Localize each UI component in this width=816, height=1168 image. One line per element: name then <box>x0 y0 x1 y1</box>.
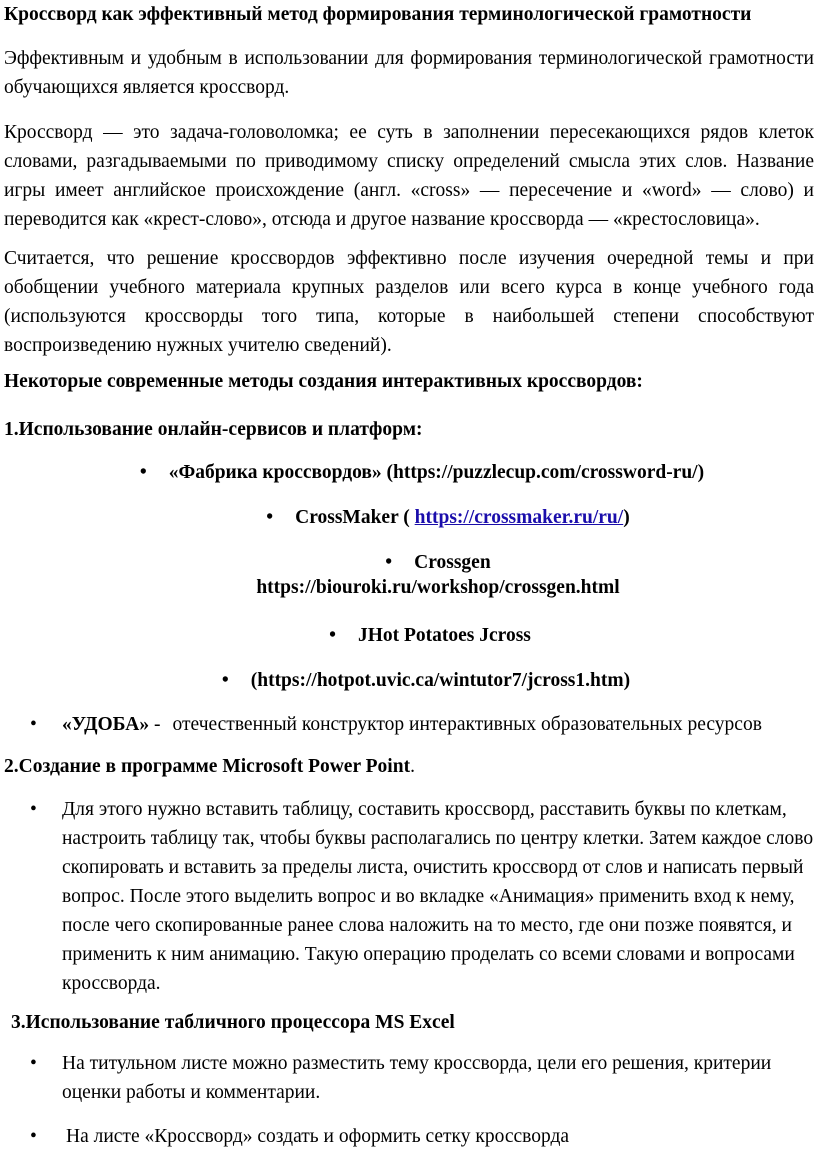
section3-heading: 3.Использование табличного процессора MS Excel <box>11 1012 455 1033</box>
list-item-hotpot-url <box>18 666 816 695</box>
bullet-icon: • <box>385 552 393 573</box>
udoba-description: отечественный конструктор интерактивных образовательных ресурсов <box>172 714 762 735</box>
intro-paragraph: Эффективным и удобным в использовании для формирования терминологической грамотности обучающихся является кроссворд. <box>4 48 814 98</box>
crossmaker-link[interactable]: https://crossmaker.ru/ru/ <box>414 507 624 528</box>
bullet-icon: • <box>329 625 336 646</box>
udoba-name: «УДОБА» <box>62 714 150 735</box>
list-item-text: Для этого нужно вставить таблицу, составить кроссворд, расставить буквы по клеткам, настроить таблицу так, чтобы буквы располагались по центру клетки. Затем каждое слово скопировать и вставить за пределы листа, очистить кроссворд от слов и написать первый вопрос. После этого выделить вопрос и во вкладке «Анимация» применить вход к нему, после чего скопированные ранее слова наложить на то место, где они позже появятся, и применить к ним анимацию. Такую операцию проделать со всеми словами и вопросами кроссворда. <box>62 799 814 994</box>
section2-heading <box>4 752 415 781</box>
section1-heading: 1.Использование онлайн-сервисов и платформ: <box>4 419 423 440</box>
list-item-crossmaker <box>40 503 816 532</box>
list-item-text: На титульном листе можно разместить тему кроссворда, цели его решения, критерии оценки работы и комментарии. <box>62 1053 772 1103</box>
list-item-text <box>62 710 762 739</box>
list-item-fabrika <box>14 458 816 487</box>
list-item-text: CrossMaker ( <box>295 507 415 528</box>
bullet-icon: • <box>221 670 229 691</box>
methods-heading: Некоторые современные методы создания интерактивных кроссвордов: <box>4 371 643 392</box>
effectiveness-paragraph: Считается, что решение кроссвордов эффективно после изучения очередной темы и при обобщении учебного материала крупных разделов или всего курса в конце учебного года (используются кроссворды того типа, которые в наибольшей степени способствуют воспроизведению нужных учителю сведений). <box>4 248 814 356</box>
list-item-tail: ) <box>623 507 630 528</box>
crossword-definition-paragraph: Кроссворд — это задача-головоломка; ее суть в заполнении пересекающихся рядов клеток словами, разгадываемыми по приводимому списку определений смысла этих слов. Название игры имеет английское происхождение (англ. «cross» — пересечение и «word» — слово) и переводится как «крест-слово», отсюда и другое название кроссворда — «крестословица». <box>4 122 814 230</box>
list-item-text: Crossgen <box>414 552 491 573</box>
bullet-icon: • <box>30 1053 37 1074</box>
list-item-text: JHot Potatoes Jcross <box>357 625 531 646</box>
section2-heading-period: . <box>410 756 415 777</box>
list-item-text: На листе «Кроссворд» создать и оформить сетку кроссворда <box>66 1126 570 1147</box>
bullet-icon: • <box>139 462 147 483</box>
section2-heading-text: 2.Создание в программе Microsoft Power Point <box>4 756 411 777</box>
bullet-icon: • <box>30 799 37 820</box>
bullet-icon: • <box>30 714 37 735</box>
bullet-icon: • <box>266 507 274 528</box>
document-title: Кроссворд как эффективный метод формирования терминологической грамотности <box>4 4 752 25</box>
list-item-text: «Фабрика кроссвордов» (https://puzzlecup.com/crossword-ru/) <box>168 462 705 483</box>
udoba-dash: - <box>154 714 161 735</box>
list-item-crossgen-url: https://biouroki.ru/workshop/crossgen.html <box>256 577 620 598</box>
list-item-text: (https://hotpot.uvic.ca/wintutor7/jcross1.htm) <box>250 670 631 691</box>
list-item-hotpotatoes <box>22 621 816 650</box>
bullet-icon: • <box>30 1126 37 1147</box>
